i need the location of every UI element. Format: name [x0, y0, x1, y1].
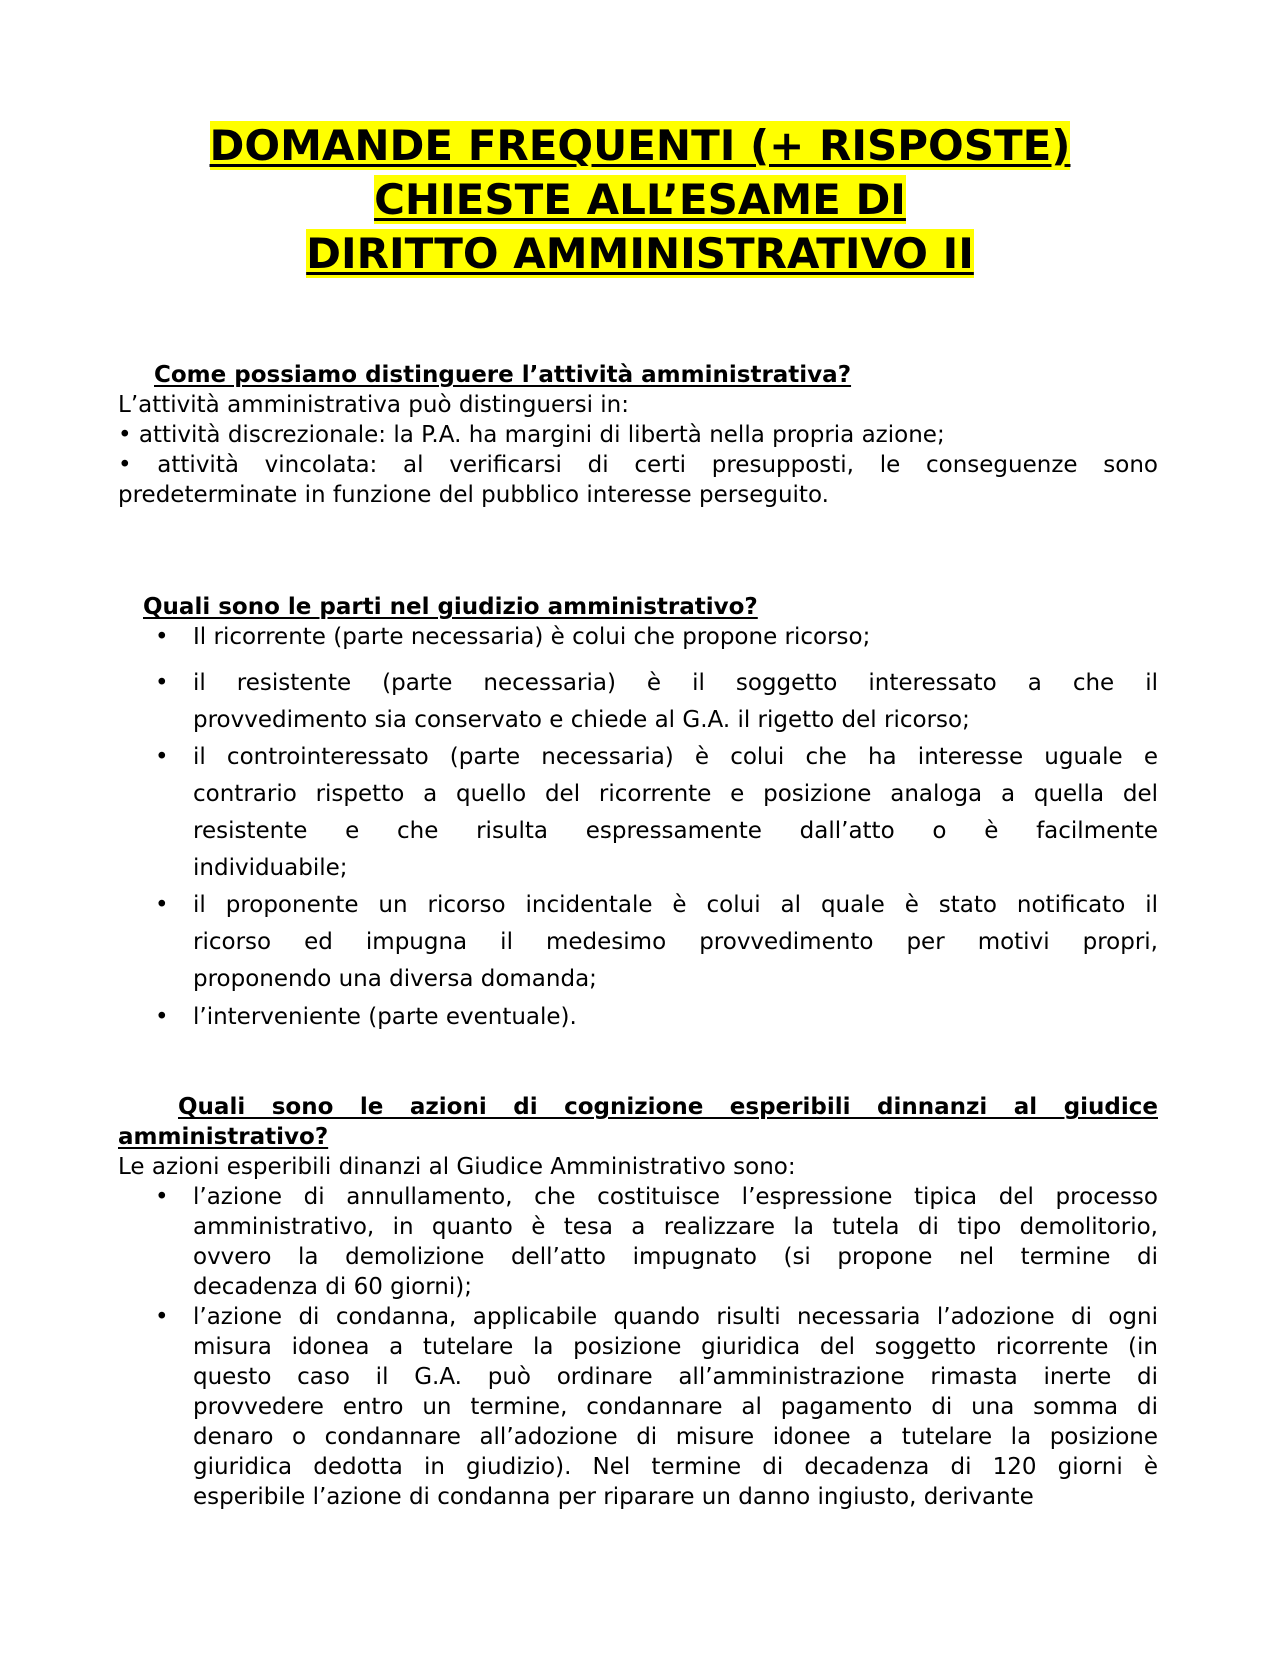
action-item-1-line-3: ovvero la demolizione dell’atto impugnato (si propone nel termine di — [193, 1244, 1158, 1270]
party-item-3-line-3: resistente e che risulta espressamente dall’atto o è facilmente — [193, 818, 1158, 844]
action-bullet-icon: • — [155, 1184, 169, 1210]
action-item-2-line-2: misura idonea a tutelare la posizione giuridica del soggetto ricorrente (in — [193, 1334, 1158, 1360]
action-bullet-icon: • — [155, 1304, 169, 1330]
question-3-line-1: Quali sono le azioni di cognizione esperibili dinnanzi al giudice — [178, 1094, 1158, 1120]
party-item-3-line-4: individuabile; — [193, 855, 348, 881]
party-item-4-line-1: il proponente un ricorso incidentale è colui al quale è stato notificato il — [193, 892, 1158, 918]
question-1: Come possiamo distinguere l’attività amministrativa? — [154, 362, 852, 388]
action-item-2-line-5: denaro o condannare all’adozione di misure idonee a tutelare la posizione — [193, 1424, 1158, 1450]
question-3-line-2: amministrativo? — [118, 1124, 329, 1150]
party-bullet-icon: • — [155, 1004, 169, 1030]
party-item-4-line-3: proponendo una diversa domanda; — [193, 966, 597, 992]
action-item-2-line-3: questo caso il G.A. può ordinare all’amministrazione rimasta inerte di — [193, 1364, 1158, 1390]
party-item-5-line-1: l’interveniente (parte eventuale). — [193, 1004, 577, 1030]
action-item-1-line-4: decadenza di 60 giorni); — [193, 1274, 472, 1300]
party-bullet-icon: • — [155, 744, 169, 770]
action-item-2-line-4: provvedere entro un termine, condannare al pagamento di una somma di — [193, 1394, 1158, 1420]
question-2: Quali sono le parti nel giudizio amministrativo? — [143, 594, 758, 620]
party-item-1-line-1: Il ricorrente (parte necessaria) è colui che propone ricorso; — [193, 624, 871, 650]
party-item-2-line-2: provvedimento sia conservato e chiede al G.A. il rigetto del ricorso; — [193, 707, 970, 733]
action-item-2-line-1: l’azione di condanna, applicabile quando risulti necessaria l’adozione di ogni — [193, 1304, 1158, 1330]
title-line-1: DOMANDE FREQUENTI (+ RISPOSTE) — [209, 121, 1071, 170]
party-item-3-line-2: contrario rispetto a quello del ricorrente e posizione analoga a quella del — [193, 781, 1158, 807]
party-bullet-icon: • — [155, 624, 169, 650]
party-bullet-icon: • — [155, 892, 169, 918]
section1-line-2: • attività vincolata: al verificarsi di certi presupposti, le conseguenze sono — [118, 452, 1158, 478]
action-item-2-line-6: giuridica dedotta in giudizio). Nel termine di decadenza di 120 giorni è — [193, 1454, 1158, 1480]
section3-intro: Le azioni esperibili dinanzi al Giudice Amministrativo sono: — [118, 1154, 796, 1180]
action-item-2-line-7: esperibile l’azione di condanna per riparare un danno ingiusto, derivante — [193, 1484, 1034, 1510]
title-line-3: DIRITTO AMMINISTRATIVO II — [306, 229, 974, 278]
section1-line-1: • attività discrezionale: la P.A. ha margini di libertà nella propria azione; — [118, 422, 945, 448]
party-bullet-icon: • — [155, 670, 169, 696]
party-item-3-line-1: il controinteressato (parte necessaria) è colui che ha interesse uguale e — [193, 744, 1158, 770]
action-item-1-line-1: l’azione di annullamento, che costituisce l’espressione tipica del processo — [193, 1184, 1158, 1210]
action-item-1-line-2: amministrativo, in quanto è tesa a realizzare la tutela di tipo demolitorio, — [193, 1214, 1158, 1240]
party-item-4-line-2: ricorso ed impugna il medesimo provvedimento per motivi propri, — [193, 929, 1158, 955]
title-line-2: CHIESTE ALL’ESAME DI — [374, 175, 906, 224]
section1-intro: L’attività amministrativa può distinguersi in: — [118, 392, 630, 418]
party-item-2-line-1: il resistente (parte necessaria) è il soggetto interessato a che il — [193, 670, 1158, 696]
section1-line-3: predeterminate in funzione del pubblico interesse perseguito. — [118, 482, 829, 508]
